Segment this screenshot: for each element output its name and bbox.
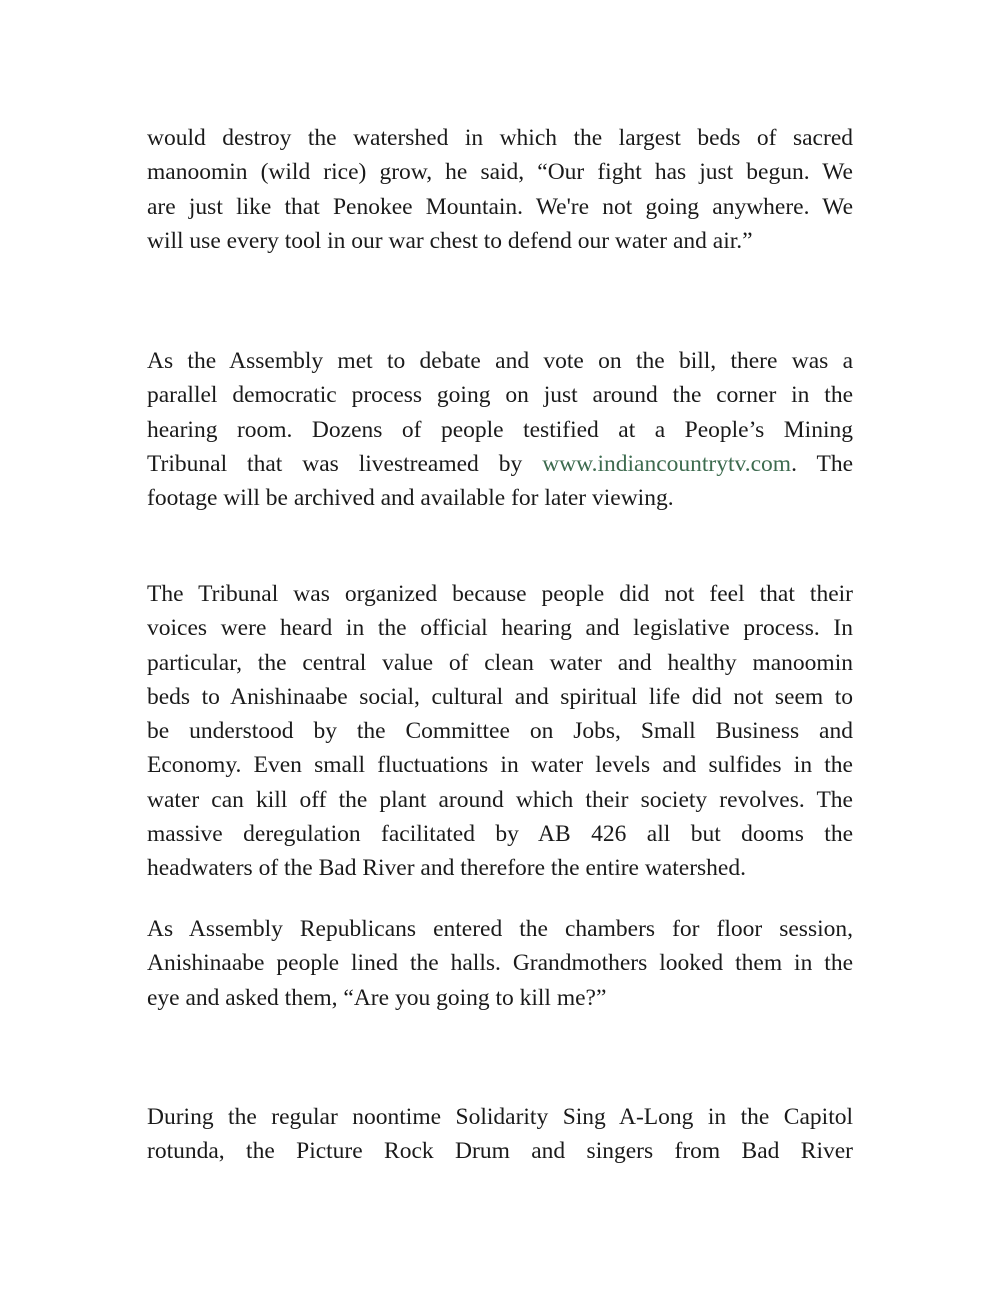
indiancountrytv-link[interactable]: www.indiancountrytv.com — [542, 450, 792, 477]
text-line: beds to Anishinaabe social, cultural and spiritual life did not seem to — [147, 683, 853, 710]
text-line: eye and asked them, “Are you going to kill me?” — [147, 984, 607, 1011]
text-line-with-link — [147, 447, 853, 481]
text-line: The Tribunal was organized because people did not feel that their — [147, 581, 853, 607]
text-line: footage will be archived and available for later viewing. — [147, 485, 674, 512]
text-segment: . The — [791, 450, 853, 477]
text-line: voices were heard in the official hearing and legislative process. In — [147, 615, 853, 642]
text-line: massive deregulation facilitated by AB 426 all but dooms the — [147, 821, 853, 848]
text-line: manoomin (wild rice) grow, he said, “Our fight has just begun. We — [147, 159, 853, 186]
paragraph-2 — [147, 344, 853, 515]
paragraph-3 — [147, 577, 853, 886]
text-line: will use every tool in our war chest to defend our water and air.” — [147, 227, 753, 254]
paragraph-5 — [147, 1100, 853, 1169]
text-line: hearing room. Dozens of people testified at a People’s Mining — [147, 416, 853, 443]
paragraph-4 — [147, 912, 853, 1015]
text-line: would destroy the watershed in which the largest beds of sacred — [147, 125, 853, 151]
text-line: During the regular noontime Solidarity Sing A-Long in the Capitol — [147, 1104, 853, 1130]
paragraph-1 — [147, 121, 853, 258]
text-line: As the Assembly met to debate and vote on the bill, there was a — [147, 348, 853, 374]
text-line: particular, the central value of clean water and healthy manoomin — [147, 649, 853, 676]
text-line: Anishinaabe people lined the halls. Grandmothers looked them in the — [147, 950, 853, 977]
text-line: parallel democratic process going on just around the corner in the — [147, 382, 853, 409]
text-line: Economy. Even small fluctuations in water levels and sulfides in the — [147, 752, 853, 779]
text-line: headwaters of the Bad River and therefore the entire watershed. — [147, 855, 746, 882]
text-segment: Tribunal that was livestreamed by — [147, 450, 543, 477]
text-line: As Assembly Republicans entered the chambers for floor session, — [147, 916, 853, 942]
text-line: be understood by the Committee on Jobs, Small Business and — [147, 718, 853, 745]
text-line: rotunda, the Picture Rock Drum and singers from Bad River — [147, 1138, 853, 1165]
text-line: are just like that Penokee Mountain. We're not going anywhere. We — [147, 193, 853, 220]
text-line: water can kill off the plant around which their society revolves. The — [147, 786, 853, 813]
